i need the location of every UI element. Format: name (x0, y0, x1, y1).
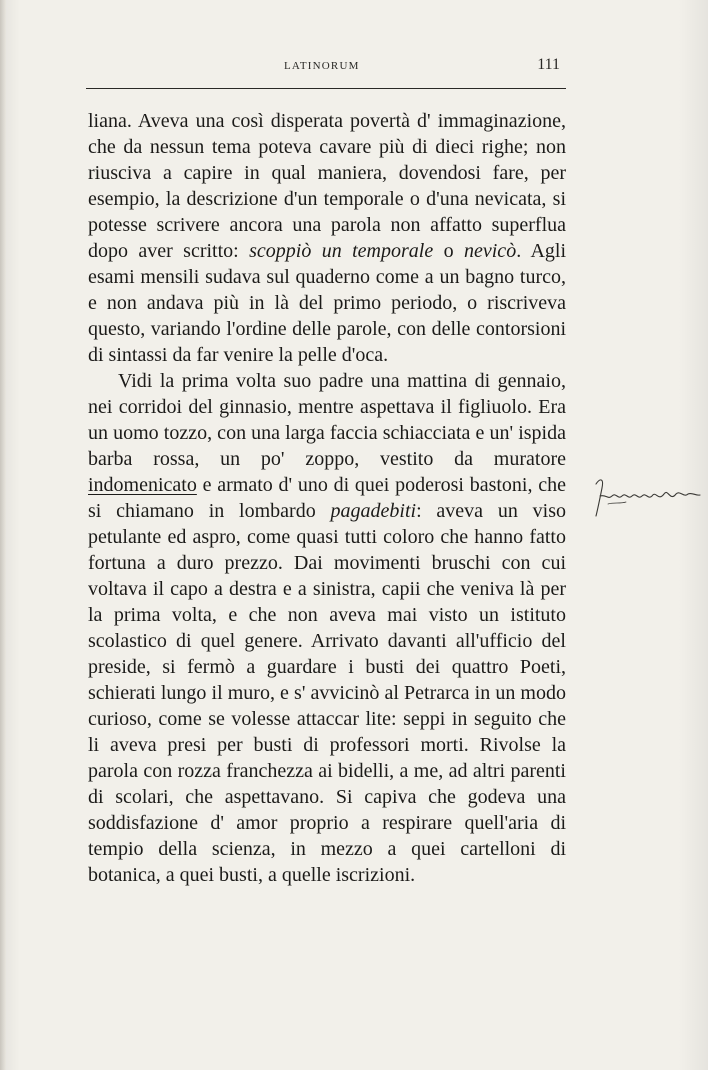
italic-word-pagadebiti: pagadebiti (330, 500, 417, 522)
handwritten-margin-note (592, 474, 702, 524)
page-edge-shadow (0, 0, 6, 1070)
paragraph-2-text-e: : aveva un viso petulante ed aspro, come quasi tutti coloro che hanno fatto fortuna a duro prezzo. Dai movimenti bruschi con cui voltava il capo a destra e a sinistra, capii che veniva là per la prima volta, e che non aveva mai visto un istituto scolastico di quel genere. Arrivato davanti all'ufficio del preside, si fermò a guardare i busti dei quattro Poeti, schierati lungo il muro, e s' avvicinò al Petrarca in un modo curioso, come se volesse attaccar lite: seppi in seguito che li aveva presi per busti di professori morti. Rivolse la parola con rozza franchezza ai bidelli, a me, ad altri parenti di scolari, che aspettavano. Si capiva che godeva una soddisfazione d' amor proprio a respirare quell'aria di tempio della scienza, in mezzo a quei cartelloni di botanica, a quei busti, a quelle iscrizioni. (88, 500, 567, 886)
italic-word-nevico: nevicò (464, 240, 517, 262)
paragraph-2-text-c: e armato d' uno di quei poderosi bastoni, che si chiamano in lombardo (88, 474, 566, 522)
paragraph-1-text-e: . Agli esami mensili sudava sul quaderno come a un bagno turco, e non andava più in là del primo periodo, o riscriveva questo, variando l'ordine delle parole, con delle contorsioni di sintassi da far venire la pelle d'oca. (88, 240, 567, 366)
paragraph-1 (88, 108, 566, 368)
header-rule (86, 88, 566, 89)
body-text (88, 108, 566, 888)
paragraph-1-text-a: liana. Aveva una così disperata povertà d' immaginazione, che da nessun tema poteva cavare più di dieci righe; non riusciva a capire in qual maniera, dovendosi fare, per esempio, la descrizione d'un temporale o d'una nevicata, si potesse scrivere ancora una parola non affatto superflua dopo aver scritto: (88, 110, 566, 262)
handwriting-signature (592, 474, 702, 524)
running-head: LATINORUM (284, 60, 360, 72)
page-number: 111 (537, 56, 560, 73)
paragraph-2 (88, 368, 566, 888)
paragraph-1-text-c: o (433, 240, 464, 262)
italic-phrase-temporale: scoppiò un temporale (249, 240, 434, 262)
page-header (86, 56, 566, 78)
underlined-word-indomenicato: indomenicato (88, 474, 197, 496)
paragraph-2-text-a: Vidi la prima volta suo padre una mattina di gennaio, nei corridoi del ginnasio, mentre aspettava il figliuolo. Era un uomo tozzo, con una larga faccia schiacciata e un' ispida barba rossa, un po' zoppo, vestito da muratore (88, 370, 566, 470)
